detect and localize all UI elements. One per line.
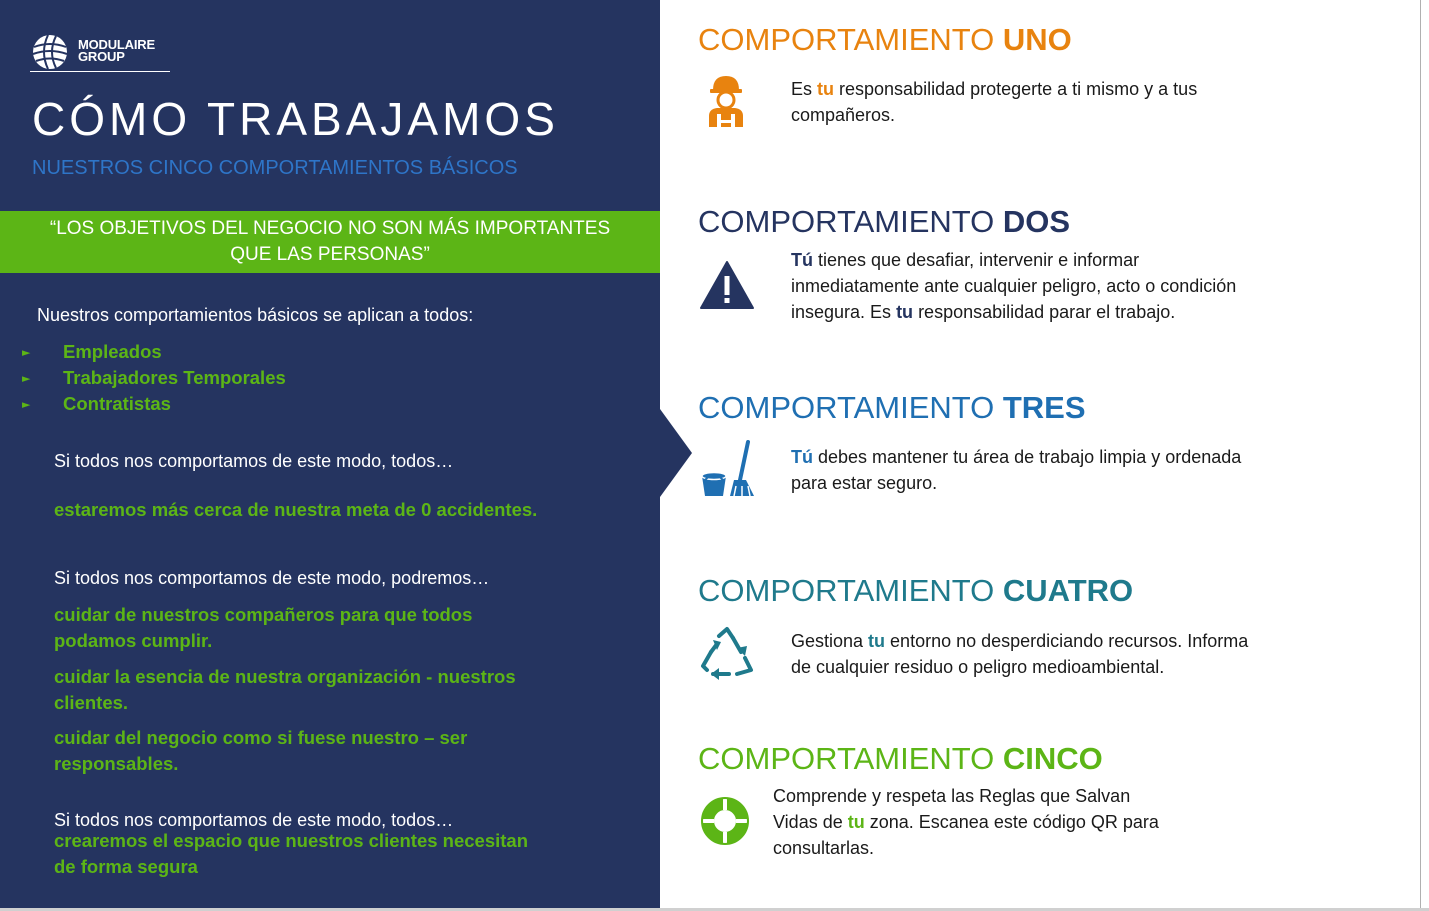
banner-line1: “LOS OBJETIVOS DEL NEGOCIO NO SON MÁS IMPORTANTES	[49, 218, 611, 239]
heading-number: UNO	[1002, 22, 1072, 57]
text-part: debes mantener tu área de trabajo limpia y ordenada	[813, 447, 1242, 467]
audience-item: Empleados	[63, 341, 162, 362]
section3-item-line: de forma segura	[54, 856, 198, 877]
keyword-tu: Tú	[791, 250, 813, 270]
behavior-text-line	[791, 444, 1241, 470]
heading-prefix: COMPORTAMIENTO	[698, 22, 1003, 57]
behavior-cinco-text	[773, 783, 1159, 861]
text-part: zona. Escanea este código QR para	[864, 812, 1159, 832]
banner-line2: QUE LAS PERSONAS”	[230, 244, 430, 265]
audience-item: Trabajadores Temporales	[63, 367, 286, 388]
behavior-text-line	[791, 299, 1236, 325]
heading-number: CINCO	[1002, 741, 1103, 776]
section3-item-line: crearemos el espacio que nuestros clientes necesitan	[54, 830, 529, 851]
section1-lead: Si todos nos comportamos de este modo, todos…	[54, 451, 454, 471]
behavior-uno-text	[791, 76, 1197, 128]
cleaning-icon	[700, 440, 756, 502]
modulaire-logo	[30, 33, 170, 73]
behavior-cuatro-heading	[698, 573, 1133, 609]
section3-item	[54, 828, 528, 880]
section3-lead: Si todos nos comportamos de este modo, todos…	[54, 810, 454, 830]
logo-underline	[30, 71, 170, 72]
worker-icon	[705, 72, 747, 132]
keyword-tu: tu	[817, 79, 835, 99]
logo-line1: MODULAIRE	[78, 37, 155, 52]
keyword-tu: tu	[896, 302, 914, 322]
text-part: responsabilidad parar el trabajo.	[913, 302, 1176, 322]
warning-icon	[699, 260, 755, 314]
text-part: responsabilidad protegerte a ti mismo y a tus	[834, 79, 1198, 99]
section2-item	[54, 725, 467, 777]
section2-item-line: cuidar la esencia de nuestra organización - nuestros	[54, 666, 516, 687]
recycle-icon	[699, 626, 755, 684]
section2-item-line: responsables.	[54, 753, 179, 774]
behavior-cinco-heading	[698, 741, 1103, 777]
behavior-text-line	[791, 247, 1236, 273]
page-edge-right	[1420, 0, 1421, 911]
globe-icon	[30, 33, 74, 73]
keyword-tu: tu	[847, 812, 865, 832]
bullet-icon: ►	[22, 346, 31, 359]
behavior-text-line: compañeros.	[791, 105, 896, 125]
text-part: Vidas de	[773, 812, 848, 832]
section2-item-line: podamos cumplir.	[54, 630, 213, 651]
heading-prefix: COMPORTAMIENTO	[698, 204, 1003, 239]
behavior-tres-text	[791, 444, 1241, 496]
logo-text	[78, 39, 155, 63]
behavior-tres-heading	[698, 390, 1086, 426]
behavior-cuatro-text	[791, 628, 1248, 680]
behavior-text-line: de cualquier residuo o peligro medioambiental.	[791, 657, 1165, 677]
heading-number: DOS	[1002, 204, 1071, 239]
behavior-text-line	[773, 809, 1159, 835]
heading-prefix: COMPORTAMIENTO	[698, 390, 1003, 425]
page-subtitle: NUESTROS CINCO COMPORTAMIENTOS BÁSICOS	[32, 157, 518, 179]
behavior-uno-heading	[698, 22, 1072, 58]
lifebuoy-icon	[701, 797, 749, 849]
behavior-text-line	[791, 628, 1248, 654]
intro-text: Nuestros comportamientos básicos se aplican a todos:	[37, 305, 474, 325]
section2-lead: Si todos nos comportamos de este modo, podremos…	[54, 568, 490, 588]
text-part: entorno no desperdiciando recursos. Informa	[885, 631, 1249, 651]
logo-line2: GROUP	[78, 49, 125, 64]
section2-item	[54, 602, 472, 654]
section1-item: estaremos más cerca de nuestra meta de 0 accidentes.	[54, 499, 538, 520]
behavior-text-line: para estar seguro.	[791, 473, 938, 493]
text-part: insegura. Es	[791, 302, 897, 322]
section2-item-line: cuidar de nuestros compañeros para que todos	[54, 604, 473, 625]
bullet-icon: ►	[22, 398, 31, 411]
text-part: Gestiona	[791, 631, 869, 651]
behavior-dos-text	[791, 247, 1236, 325]
behavior-text-line: inmediatamente ante cualquier peligro, acto o condición	[791, 276, 1237, 296]
section2-item-line: clientes.	[54, 692, 129, 713]
heading-prefix: COMPORTAMIENTO	[698, 741, 1003, 776]
section2-item-line: cuidar del negocio como si fuese nuestro – ser	[54, 727, 468, 748]
heading-number: CUATRO	[1002, 573, 1134, 608]
quote-banner	[0, 211, 660, 273]
behavior-text-line: Comprende y respeta las Reglas que Salvan	[773, 786, 1131, 806]
text-part: tienes que desafiar, intervenir e informar	[813, 250, 1140, 270]
page-title: CÓMO TRABAJAMOS	[32, 93, 559, 145]
section2-item	[54, 664, 516, 716]
keyword-tu: Tú	[791, 447, 813, 467]
keyword-tu: tu	[868, 631, 886, 651]
text-part: Es	[791, 79, 818, 99]
panel-arrow	[660, 409, 692, 497]
behavior-text-line: consultarlas.	[773, 838, 875, 858]
bullet-icon: ►	[22, 372, 31, 385]
heading-number: TRES	[1002, 390, 1086, 425]
behavior-dos-heading	[698, 204, 1070, 240]
behavior-text-line	[791, 76, 1197, 102]
heading-prefix: COMPORTAMIENTO	[698, 573, 1003, 608]
audience-item: Contratistas	[63, 393, 171, 414]
